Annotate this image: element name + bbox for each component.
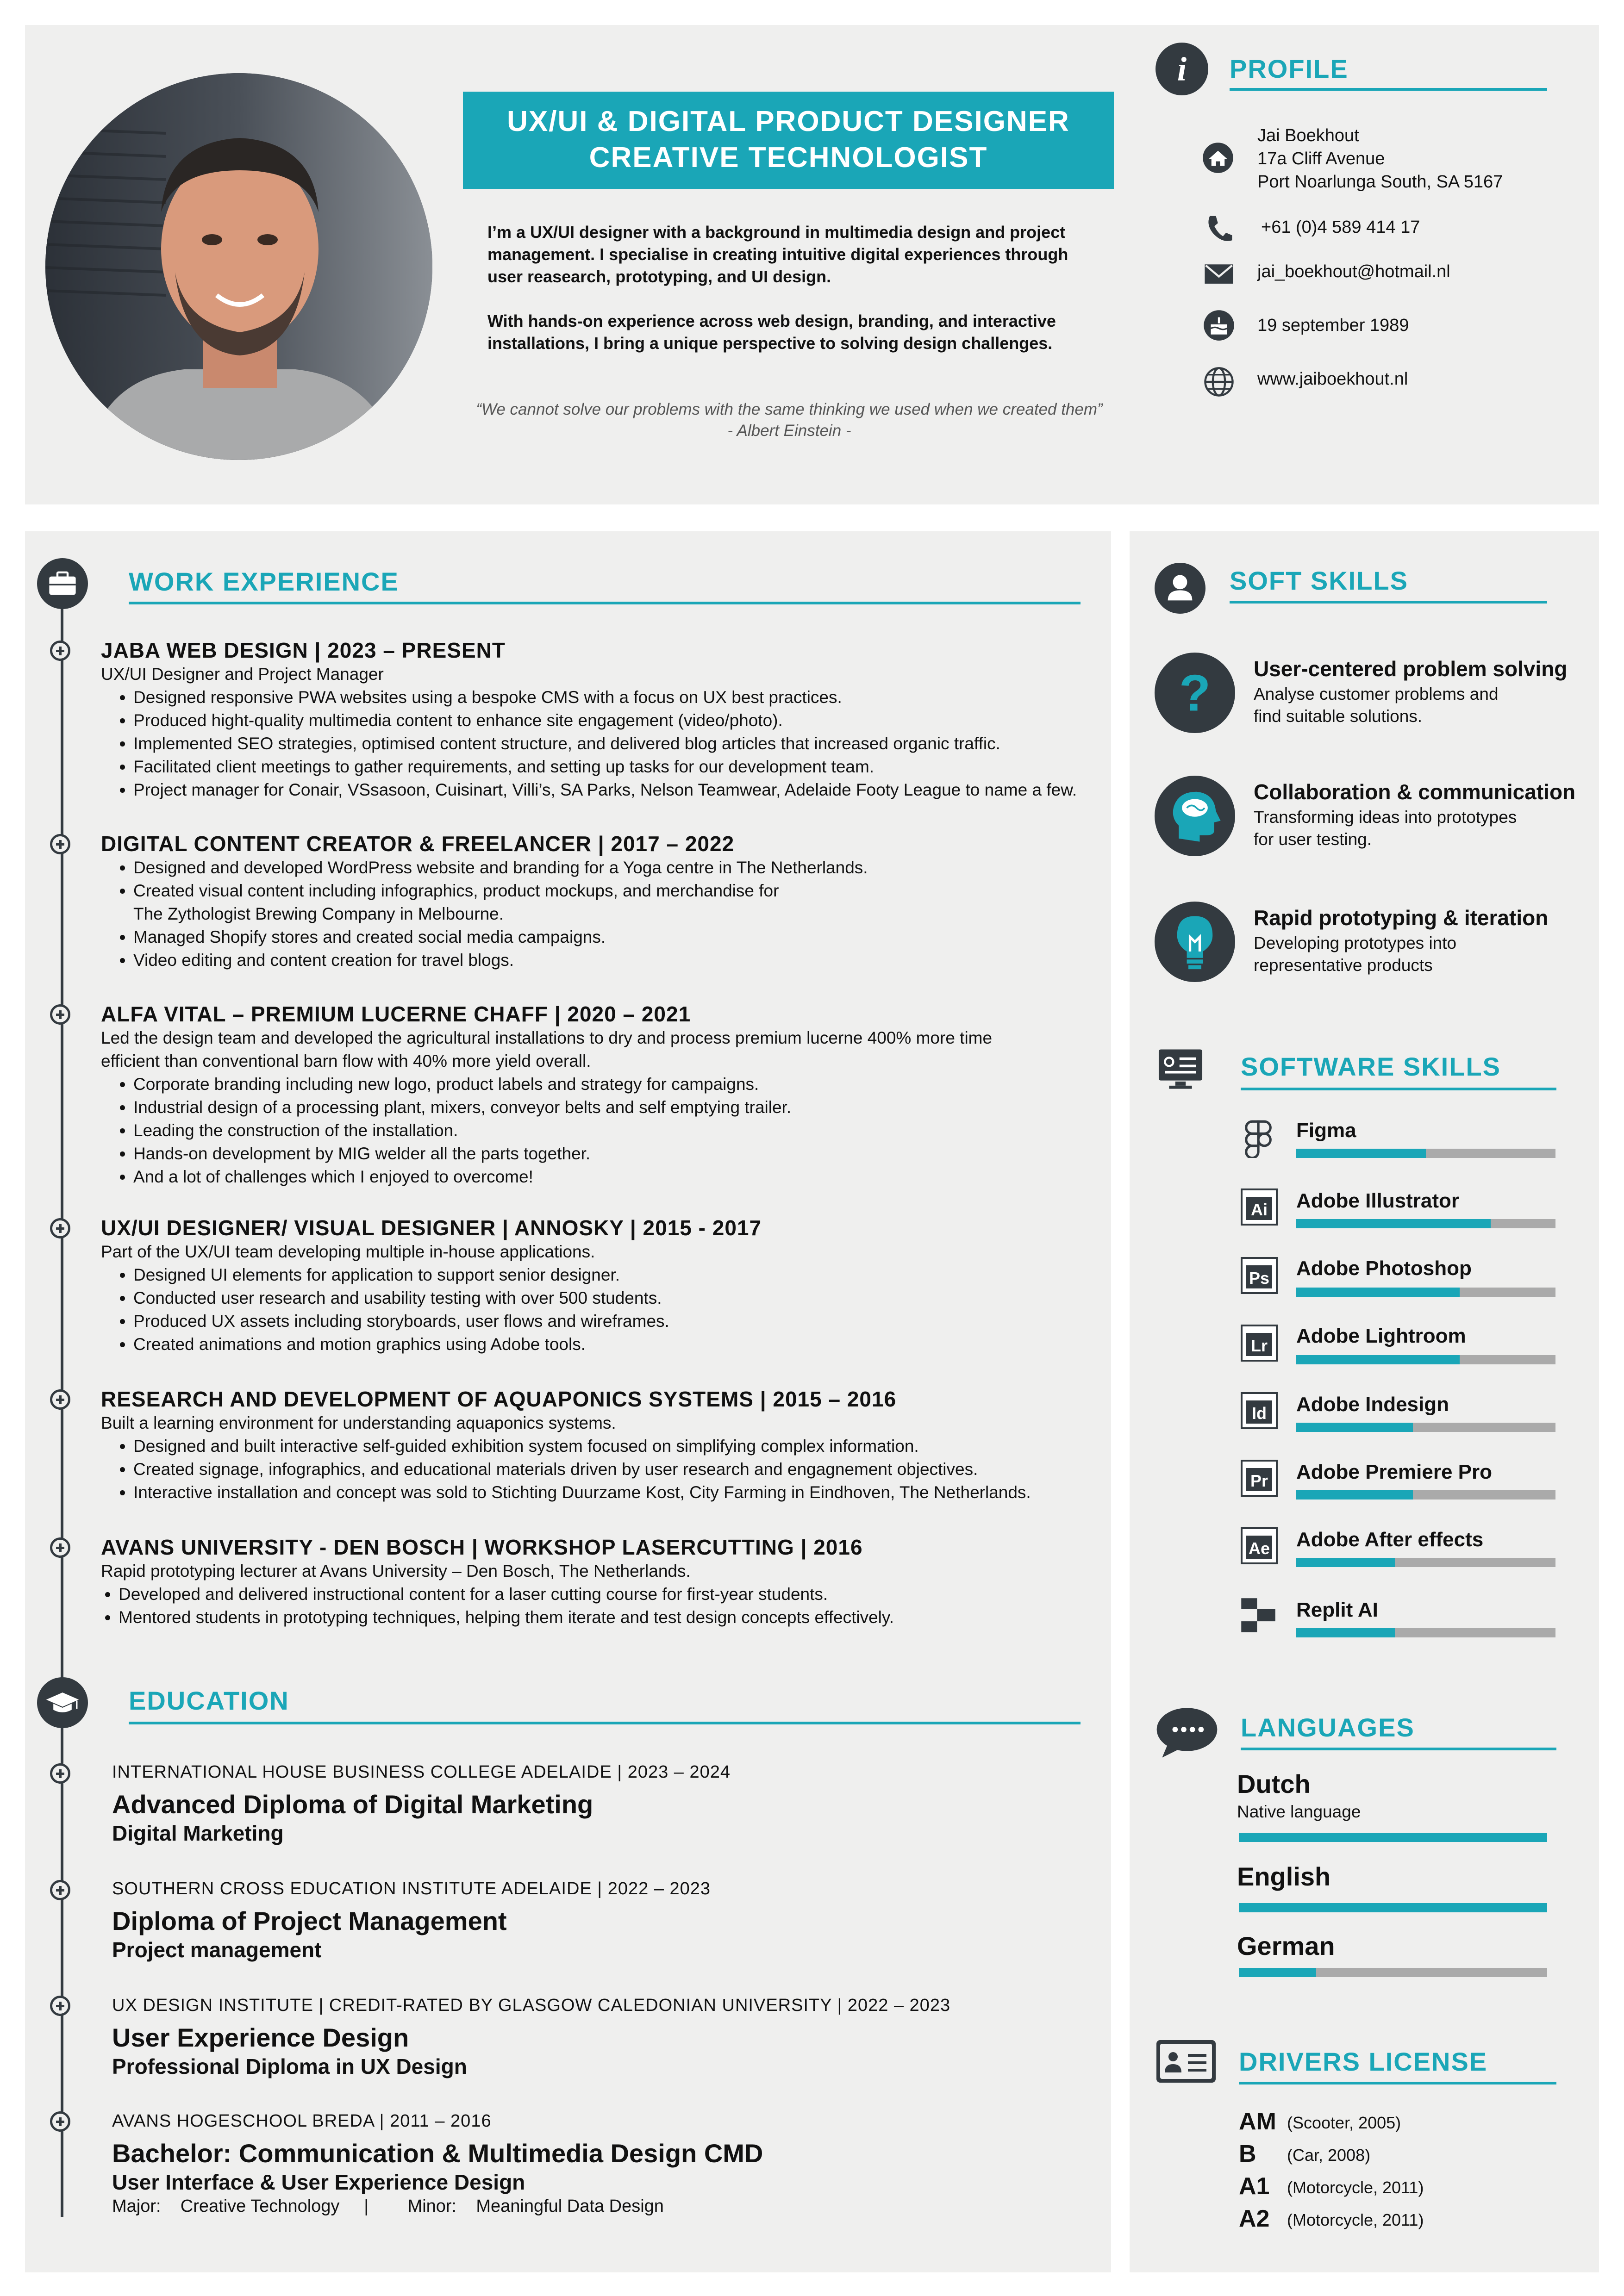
edu-subtitle: User Interface & User Experience Design	[112, 2170, 525, 2194]
soft-skill-desc	[1254, 806, 1550, 851]
software-abbr: Lr	[1246, 1333, 1272, 1356]
globe-icon	[1203, 366, 1235, 398]
job-bullet: • Implemented SEO strategies, optimised content structure, and delivered blog articles that increased organic traffic.	[133, 732, 1096, 755]
headline-line-2: CREATIVE TECHNOLOGIST	[589, 142, 988, 174]
software-name: Figma	[1296, 1119, 1356, 1142]
job-bullet: • Produced hight-quality multimedia content to enhance site engagement (video/photo).	[133, 709, 1096, 732]
replit-icon	[1239, 1596, 1278, 1635]
language-level-fill	[1239, 1903, 1547, 1912]
job-bullet: • Interactive installation and concept was sold to Stichting Duurzame Kost, City Farming in Eindhoven, The Netherlands.	[133, 1481, 1096, 1504]
timeline-marker	[50, 1763, 70, 1784]
quote-author: - Albert Einstein -	[727, 422, 851, 440]
timeline-marker	[50, 641, 70, 661]
software-level-bar	[1296, 1149, 1555, 1158]
job-title: RESEARCH AND DEVELOPMENT OF AQUAPONICS SYSTEMS | 2015 – 2016	[101, 1387, 897, 1411]
software-level-fill	[1296, 1423, 1413, 1432]
adobe-premiere-icon	[1241, 1460, 1278, 1497]
job-bullet: • Leading the construction of the installation.	[133, 1119, 1096, 1142]
job-bullet: • And a lot of challenges which I enjoyed to overcome!	[133, 1165, 1096, 1188]
job-bullet: • Created visual content including infographics, product mockups, and merchandise for	[133, 879, 1096, 902]
intro-paragraph-1	[487, 221, 1108, 288]
adobe-after-effects-icon	[1241, 1527, 1278, 1564]
job-subtitle: UX/UI Designer and Project Manager	[101, 665, 384, 684]
language-level-bar	[1239, 1903, 1547, 1912]
edu-major-minor: Major: Creative Technology | Minor: Meaningful Data Design	[112, 2196, 664, 2216]
soft-skill-desc	[1254, 932, 1550, 977]
software-level-bar	[1296, 1558, 1555, 1567]
job-bullet: • Facilitated client meetings to gather requirements, and setting up tasks for our development team.	[133, 755, 1096, 778]
license-code: A2	[1239, 2205, 1270, 2232]
edu-institute: SOUTHERN CROSS EDUCATION INSTITUTE ADELAIDE | 2022 – 2023	[112, 1879, 711, 1898]
birthday-cake-icon	[1203, 309, 1235, 342]
work-title-underline	[129, 602, 1081, 604]
profile-address-1: 17a Cliff Avenue	[1257, 149, 1385, 168]
software-level-bar	[1296, 1219, 1555, 1228]
soft-skills-title-underline	[1230, 601, 1547, 604]
education-title-underline	[129, 1722, 1081, 1724]
soft-skill-desc-line: Analyse customer problems and	[1254, 684, 1499, 703]
license-desc: (Motorcycle, 2011)	[1287, 2210, 1424, 2229]
job-bullet: • Designed UI elements for application to support senior designer.	[133, 1263, 1096, 1287]
edu-degree: Bachelor: Communication & Multimedia Design CMD	[112, 2139, 763, 2168]
software-level-bar	[1296, 1490, 1555, 1500]
phone-icon	[1203, 212, 1235, 244]
job-bullet: • Designed responsive PWA websites using a bespoke CMS with a focus on UX best practices.	[133, 686, 1096, 709]
timeline-marker	[50, 1218, 70, 1238]
home-icon	[1202, 142, 1234, 174]
job-bullet: • Conducted user research and usability testing with over 500 students.	[133, 1287, 1096, 1310]
job-bullet: The Zythologist Brewing Company in Melbourne.	[133, 904, 504, 923]
timeline-marker	[50, 1537, 70, 1558]
profile-email[interactable]: jai_boekhout@hotmail.nl	[1257, 262, 1450, 281]
software-abbr: Ai	[1246, 1197, 1272, 1220]
job-bullet: • Hands-on development by MIG welder all the parts together.	[133, 1142, 1096, 1165]
profile-birthday: 19 september 1989	[1257, 316, 1409, 335]
language-name: German	[1237, 1931, 1335, 1960]
edu-subtitle: Digital Marketing	[112, 1821, 284, 1845]
software-name: Adobe Premiere Pro	[1296, 1461, 1493, 1483]
software-name: Adobe After effects	[1296, 1528, 1484, 1551]
language-level-text: Native language	[1237, 1802, 1361, 1821]
timeline-marker	[50, 1880, 70, 1900]
software-name: Adobe Indesign	[1296, 1393, 1449, 1416]
software-level-fill	[1296, 1355, 1460, 1364]
software-abbr: Id	[1246, 1400, 1272, 1424]
profile-title-underline	[1230, 88, 1547, 91]
job-bullet: • Industrial design of a processing plant, mixers, conveyor belts and self emptying trailer.	[133, 1096, 1096, 1119]
job-bullet: • Mentored students in prototyping techniques, helping them iterate and test design concepts effectively.	[119, 1606, 1096, 1629]
info-icon	[1156, 43, 1208, 95]
intro-line: I’m a UX/UI designer with a background in multimedia design and project	[487, 223, 1066, 242]
intro-line: installations, I bring a unique perspective to solving design challenges.	[487, 334, 1053, 353]
speech-bubble-icon	[1155, 1705, 1219, 1761]
brain-head-icon	[1155, 776, 1235, 856]
adobe-lightroom-icon	[1241, 1325, 1278, 1362]
job-title: UX/UI DESIGNER/ VISUAL DESIGNER | ANNOSKY | 2015 - 2017	[101, 1216, 762, 1240]
job-subtitle: efficient than conventional barn flow with 40% more yield overall.	[101, 1052, 591, 1070]
portrait-image	[45, 73, 432, 460]
figma-icon	[1239, 1119, 1278, 1158]
job-title: ALFA VITAL – PREMIUM LUCERNE CHAFF | 2020 – 2021	[101, 1002, 691, 1026]
job-bullet: • Corporate branding including new logo, product labels and strategy for campaigns.	[133, 1073, 1096, 1096]
lightbulb-icon	[1155, 902, 1235, 982]
adobe-indesign-icon	[1241, 1392, 1278, 1429]
software-level-fill	[1296, 1628, 1395, 1637]
license-code: B	[1239, 2140, 1256, 2167]
headline-line-1: UX/UI & DIGITAL PRODUCT DESIGNER	[507, 106, 1070, 137]
quote	[463, 399, 1116, 442]
soft-skill-desc-line: Transforming ideas into prototypes	[1254, 808, 1517, 827]
adobe-illustrator-icon	[1241, 1188, 1278, 1226]
languages-title: LANGUAGES	[1241, 1713, 1415, 1742]
drivers-license-title: DRIVERS LICENSE	[1239, 2047, 1488, 2076]
job-subtitle: Built a learning environment for understanding aquaponics systems.	[101, 1413, 616, 1432]
quote-text: “We cannot solve our problems with the same thinking we used when we created them”	[476, 400, 1103, 418]
mail-icon	[1203, 257, 1235, 290]
license-desc: (Scooter, 2005)	[1287, 2113, 1401, 2132]
software-level-fill	[1296, 1558, 1395, 1567]
job-title: AVANS UNIVERSITY - DEN BOSCH | WORKSHOP LASERCUTTING | 2016	[101, 1535, 863, 1559]
software-level-bar	[1296, 1288, 1555, 1297]
job-subtitle: Led the design team and developed the agricultural installations to dry and process premium lucerne 400% more time	[101, 1028, 993, 1047]
job-details	[101, 663, 1096, 802]
language-name: English	[1237, 1862, 1331, 1891]
job-subtitle: Rapid prototyping lecturer at Avans University – Den Bosch, The Netherlands.	[101, 1562, 691, 1580]
profile-name: Jai Boekhout	[1257, 126, 1359, 145]
job-bullet: • Managed Shopify stores and created social media campaigns.	[133, 926, 1096, 949]
software-level-fill	[1296, 1149, 1426, 1158]
software-level-fill	[1296, 1288, 1460, 1297]
drivers-license-title-underline	[1239, 2082, 1556, 2084]
job-details	[101, 1412, 1096, 1504]
headline-title	[463, 92, 1114, 189]
profile-address-2: Port Noarlunga South, SA 5167	[1257, 172, 1503, 192]
adobe-photoshop-icon	[1241, 1257, 1278, 1294]
language-level-fill	[1239, 1968, 1316, 1977]
software-abbr: Ae	[1246, 1536, 1272, 1559]
graduation-cap-icon	[37, 1677, 88, 1728]
edu-institute: AVANS HOGESCHOOL BREDA | 2011 – 2016	[112, 2111, 492, 2131]
job-bullet: • Developed and delivered instructional content for a laser cutting course for first-year students.	[119, 1583, 1096, 1606]
software-abbr: Ps	[1246, 1265, 1272, 1288]
edu-degree: Diploma of Project Management	[112, 1906, 507, 1935]
soft-skill-desc-line: representative products	[1254, 956, 1433, 975]
job-details	[101, 856, 1096, 972]
timeline-marker	[50, 2111, 70, 2132]
job-bullet: • Project manager for Conair, VSsasoon, Cuisinart, Villi’s, SA Parks, Nelson Teamwear, Adelaide Footy League to name a few.	[133, 778, 1096, 802]
job-bullet: • Video editing and content creation for travel blogs.	[133, 949, 1096, 972]
soft-skill-desc-line: for user testing.	[1254, 830, 1372, 849]
svg-text:?: ?	[1179, 664, 1211, 722]
license-code: AM	[1239, 2108, 1276, 2135]
soft-skill-title: Rapid prototyping & iteration	[1254, 906, 1549, 930]
software-level-bar	[1296, 1628, 1555, 1637]
software-abbr: Pr	[1246, 1468, 1272, 1491]
profile-phone[interactable]: +61 (0)4 589 414 17	[1261, 218, 1420, 237]
monitor-settings-icon	[1155, 1043, 1206, 1095]
profile-photo	[45, 73, 432, 460]
job-bullet: • Designed and built interactive self-guided exhibition system focused on simplifying complex information.	[133, 1435, 1096, 1458]
edu-degree: User Experience Design	[112, 2023, 409, 2052]
edu-institute: INTERNATIONAL HOUSE BUSINESS COLLEGE ADELAIDE | 2023 – 2024	[112, 1762, 731, 1782]
languages-title-underline	[1241, 1748, 1556, 1750]
job-bullet: • Produced UX assets including storyboards, user flows and wireframes.	[133, 1310, 1096, 1333]
language-name: Dutch	[1237, 1769, 1311, 1798]
soft-skill-title: User-centered problem solving	[1254, 657, 1568, 681]
person-icon	[1155, 563, 1206, 614]
software-level-bar	[1296, 1423, 1555, 1432]
soft-skills-title: SOFT SKILLS	[1230, 566, 1408, 595]
software-skills-title-underline	[1241, 1088, 1556, 1090]
work-title: WORK EXPERIENCE	[129, 567, 399, 596]
edu-subtitle: Project management	[112, 1938, 322, 1962]
job-title: JABA WEB DESIGN | 2023 – PRESENT	[101, 638, 506, 662]
license-desc: (Motorcycle, 2011)	[1287, 2178, 1424, 2197]
job-details	[101, 1240, 1096, 1356]
soft-skill-desc	[1254, 683, 1550, 728]
question-icon	[1155, 653, 1235, 733]
software-level-bar	[1296, 1355, 1555, 1364]
software-level-fill	[1296, 1219, 1491, 1228]
software-name: Adobe Photoshop	[1296, 1257, 1472, 1280]
svg-text:i: i	[1177, 50, 1187, 88]
language-level-bar	[1239, 1968, 1547, 1977]
intro-paragraph-2	[487, 310, 1108, 355]
id-card-icon	[1155, 2038, 1218, 2084]
timeline-marker	[50, 1389, 70, 1410]
briefcase-icon	[37, 558, 88, 609]
timeline-marker	[50, 1004, 70, 1025]
software-skills-title: SOFTWARE SKILLS	[1241, 1052, 1501, 1081]
license-desc: (Car, 2008)	[1287, 2146, 1371, 2165]
timeline-marker	[50, 834, 70, 854]
education-title: EDUCATION	[129, 1686, 289, 1715]
software-name: Adobe Illustrator	[1296, 1189, 1460, 1212]
job-title: DIGITAL CONTENT CREATOR & FREELANCER | 2017 – 2022	[101, 832, 735, 856]
software-name: Replit AI	[1296, 1599, 1378, 1621]
license-code: A1	[1239, 2173, 1270, 2200]
language-level-bar	[1239, 1833, 1547, 1842]
edu-degree: Advanced Diploma of Digital Marketing	[112, 1790, 593, 1819]
soft-skill-desc-line: find suitable solutions.	[1254, 707, 1423, 726]
intro-line: management. I specialise in creating intuitive digital experiences through	[487, 245, 1068, 264]
soft-skill-desc-line: Developing prototypes into	[1254, 933, 1457, 952]
edu-subtitle: Professional Diploma in UX Design	[112, 2054, 467, 2078]
profile-title: PROFILE	[1230, 54, 1349, 83]
intro-line: user reasearch, prototyping, and UI design.	[487, 267, 831, 286]
edu-institute: UX DESIGN INSTITUTE | CREDIT-RATED BY GLASGOW CALEDONIAN UNIVERSITY | 2022 – 2023	[112, 1996, 951, 2015]
job-bullet: • Created animations and motion graphics using Adobe tools.	[133, 1333, 1096, 1356]
software-level-fill	[1296, 1490, 1413, 1500]
soft-skill-title: Collaboration & communication	[1254, 780, 1576, 804]
intro-line: With hands-on experience across web design, branding, and interactive	[487, 311, 1056, 330]
job-details	[101, 1560, 1096, 1629]
job-bullet: • Designed and developed WordPress website and branding for a Yoga centre in The Netherlands.	[133, 856, 1096, 879]
timeline-marker	[50, 1996, 70, 2016]
profile-website[interactable]: www.jaiboekhout.nl	[1257, 369, 1408, 389]
job-details	[101, 1027, 1096, 1188]
language-level-fill	[1239, 1833, 1547, 1842]
software-name: Adobe Lightroom	[1296, 1325, 1466, 1347]
job-subtitle: Part of the UX/UI team developing multiple in-house applications.	[101, 1242, 595, 1261]
job-bullet: • Created signage, infographics, and educational materials driven by user research and engagnement objectives.	[133, 1458, 1096, 1481]
